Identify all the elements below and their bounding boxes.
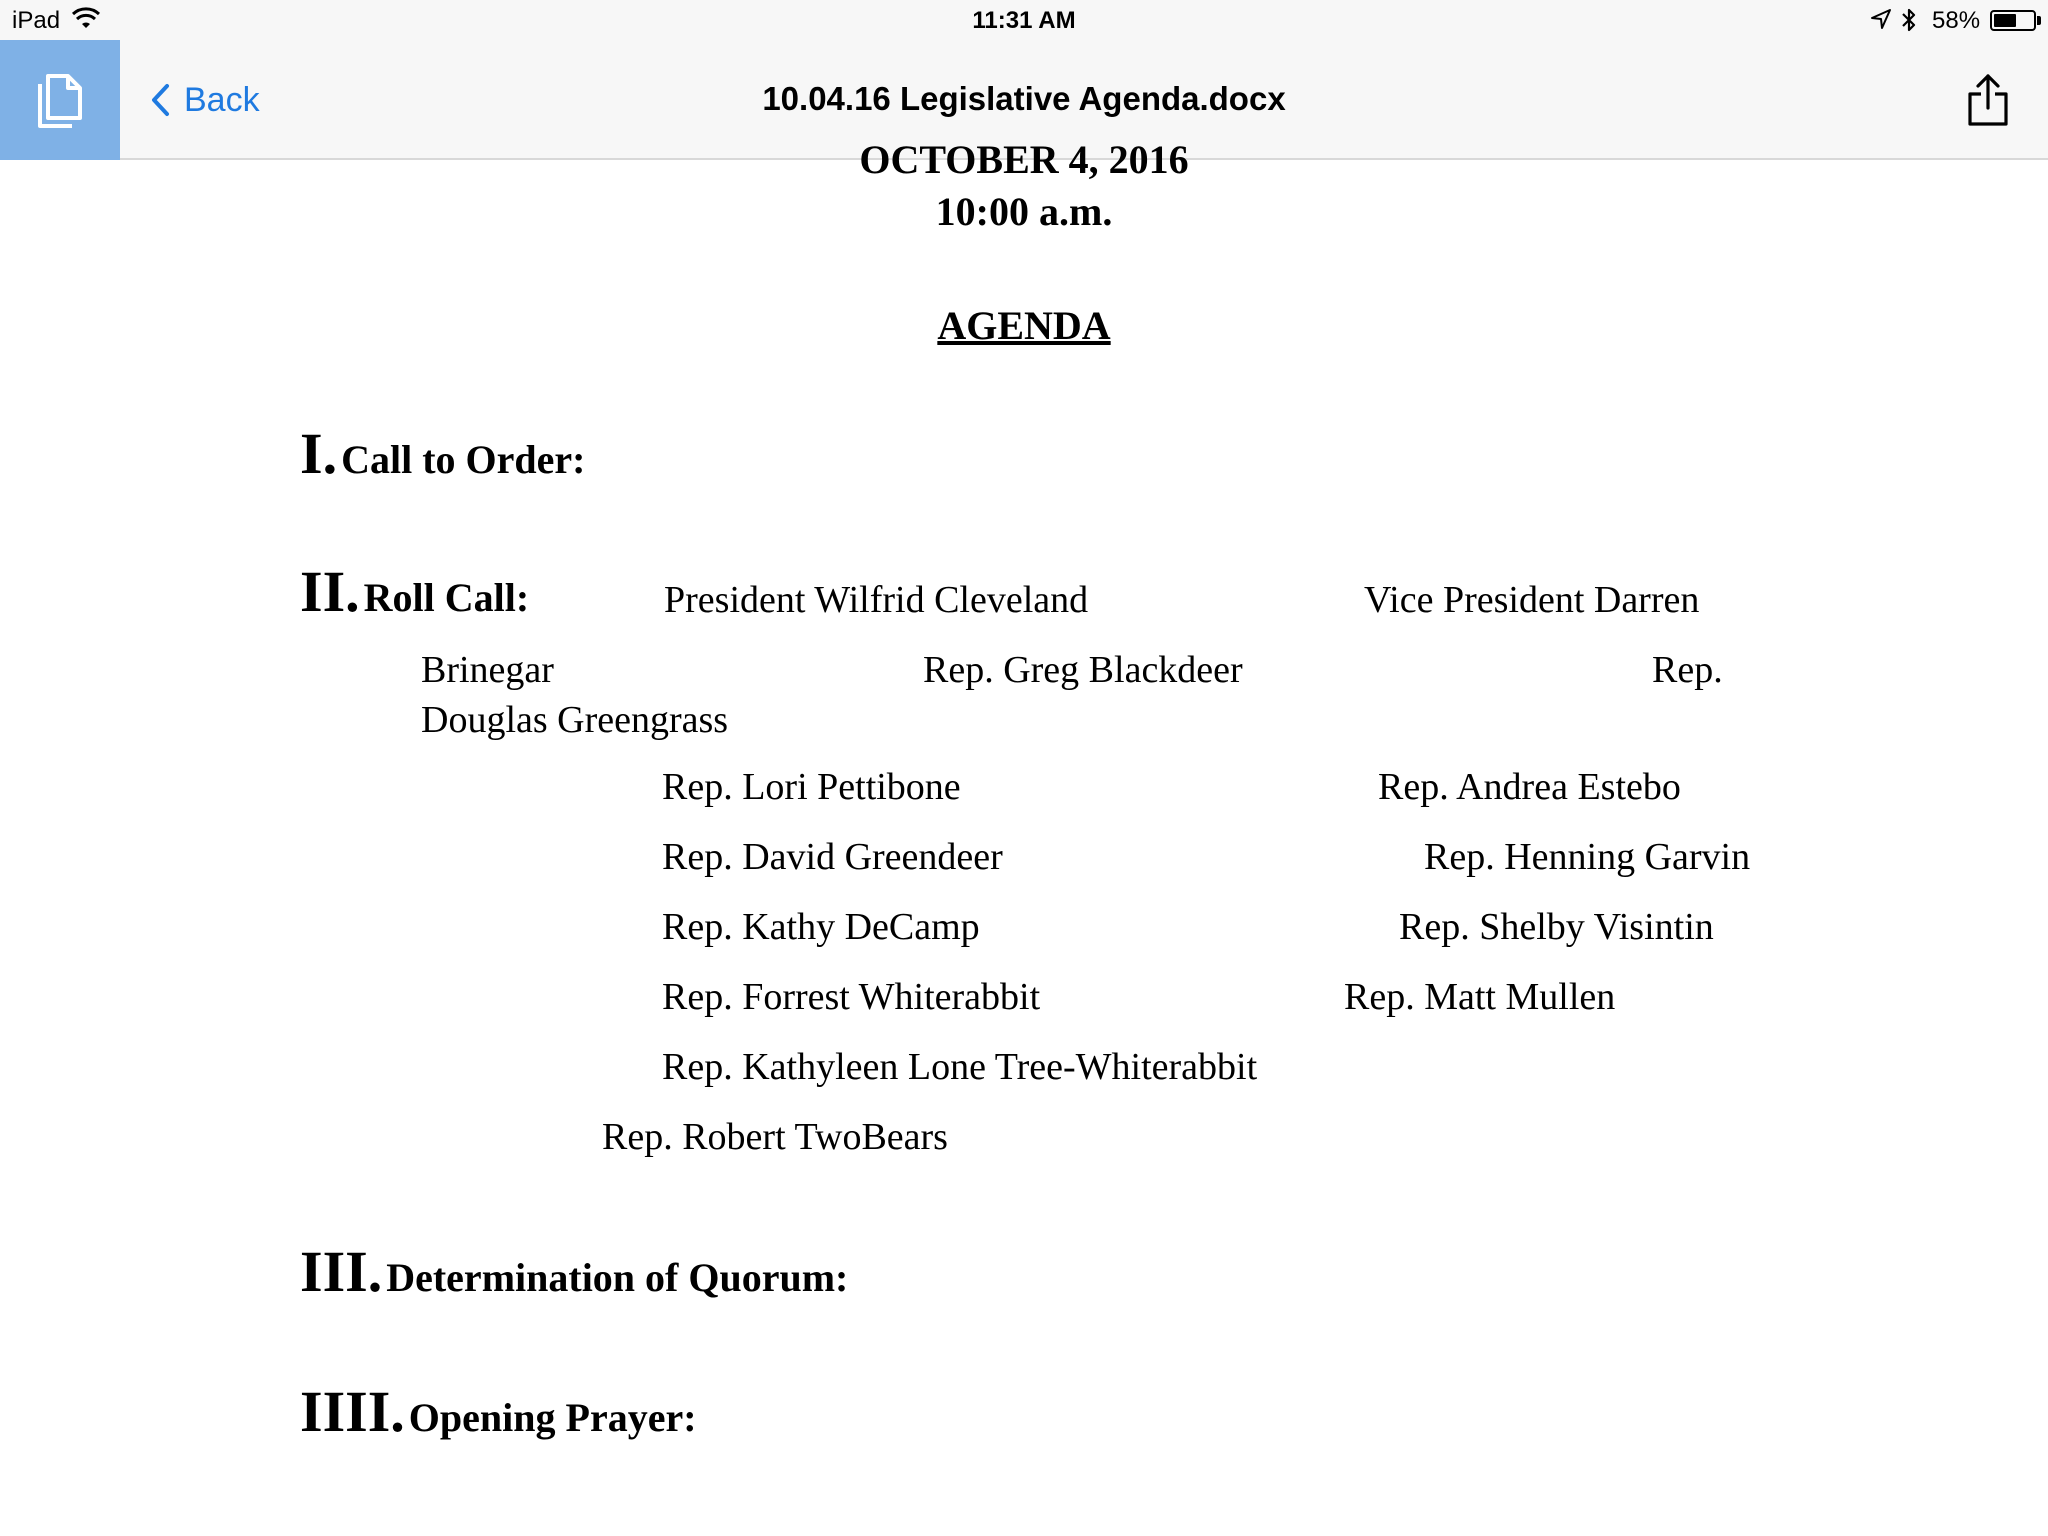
share-icon[interactable] xyxy=(1966,72,2010,128)
back-label: Back xyxy=(184,80,260,119)
roll-call-name: Douglas Greengrass xyxy=(421,699,729,741)
meeting-time: 10:00 a.m. xyxy=(935,189,1113,234)
battery-percent: 58% xyxy=(1932,7,1981,34)
section-number: II. xyxy=(300,559,360,624)
roll-call-name: Rep. Henning Garvin xyxy=(1424,836,1751,878)
roll-call-name: Rep. Forrest Whiterabbit xyxy=(662,976,1041,1018)
section-heading xyxy=(300,1378,697,1445)
roll-call-name: Vice President Darren xyxy=(1364,579,1700,621)
roll-call-name: President Wilfrid Cleveland xyxy=(664,579,1089,621)
document-title: 10.04.16 Legislative Agenda.docx xyxy=(762,80,1286,117)
roll-call-name: Rep. David Greendeer xyxy=(662,836,1003,878)
roll-call-name: Rep. Greg Blackdeer xyxy=(923,649,1243,691)
roll-call-name: Rep. Kathy DeCamp xyxy=(662,906,980,948)
status-time: 11:31 AM xyxy=(972,7,1076,34)
section-label: Roll Call: xyxy=(363,575,530,620)
location-arrow-icon xyxy=(1870,8,1892,30)
section-number: I. xyxy=(300,421,338,486)
roll-call-name: Rep. Kathyleen Lone Tree-Whiterabbit xyxy=(662,1046,1258,1088)
section-number: IIII. xyxy=(300,1379,405,1444)
roll-call-name: Brinegar xyxy=(421,649,554,691)
battery-icon xyxy=(1990,10,2036,31)
section-label: Call to Order: xyxy=(341,437,586,482)
roll-call-name: Rep. Shelby Visintin xyxy=(1399,906,1714,948)
status-bar xyxy=(0,0,2048,40)
document-content[interactable] xyxy=(0,137,2048,1536)
section-label: Opening Prayer: xyxy=(408,1395,697,1440)
agenda-title: AGENDA xyxy=(937,303,1111,348)
section-heading xyxy=(300,420,585,487)
roll-call-name: Rep. xyxy=(1652,649,1723,691)
section-number: III. xyxy=(300,1239,383,1304)
section-heading xyxy=(300,558,529,625)
device-label: iPad xyxy=(12,7,61,34)
roll-call-name: Rep. Andrea Estebo xyxy=(1378,766,1681,808)
section-heading xyxy=(300,1238,848,1305)
battery-level-fill xyxy=(1994,14,2016,27)
bluetooth-icon xyxy=(1900,6,1918,34)
roll-call-name: Rep. Matt Mullen xyxy=(1344,976,1616,1018)
meeting-date: OCTOBER 4, 2016 xyxy=(859,137,1189,182)
roll-call-name: Rep. Lori Pettibone xyxy=(662,766,961,808)
roll-call-name: Rep. Robert TwoBears xyxy=(602,1116,948,1158)
battery-tip xyxy=(2037,16,2041,25)
section-label: Determination of Quorum: xyxy=(386,1255,849,1300)
